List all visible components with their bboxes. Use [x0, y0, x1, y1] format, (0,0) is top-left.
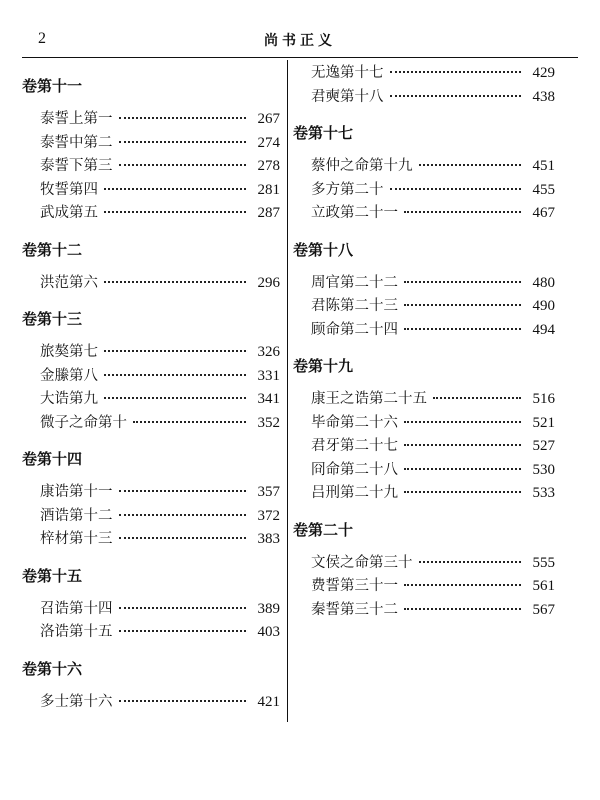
toc-entry[interactable]: [293, 295, 555, 319]
entry-page-number: 383: [257, 531, 280, 547]
entry-title: 康王之诰第二十五: [311, 391, 427, 407]
entry-title: 泰誓中第二: [40, 134, 113, 151]
entry-title: 多方第二十: [311, 181, 384, 198]
entry-page-number: 567: [532, 601, 555, 618]
dot-leader: [119, 700, 247, 702]
header-rule: [22, 57, 578, 58]
dot-leader: [419, 561, 522, 563]
entry-page-number: 490: [532, 298, 555, 314]
entry-title: 君陈第二十三: [311, 298, 398, 314]
dot-leader: [404, 608, 521, 610]
entry-page-number: 326: [257, 344, 280, 360]
toc-entry[interactable]: [22, 412, 280, 436]
toc-entry[interactable]: [22, 179, 280, 203]
toc-entry[interactable]: [293, 412, 555, 436]
entry-title: 康诰第十一: [40, 484, 113, 500]
toc-volume: [22, 74, 280, 226]
entry-page-number: 516: [532, 391, 555, 407]
entry-title: 吕刑第二十九: [311, 485, 398, 501]
toc-volume: [22, 657, 280, 715]
entry-page-number: 561: [532, 578, 555, 594]
dot-leader: [104, 397, 246, 399]
entry-title: 立政第二十一: [311, 205, 398, 221]
page-header: [22, 30, 578, 52]
entry-page-number: 527: [532, 438, 555, 454]
toc-entry[interactable]: [22, 528, 280, 552]
toc-volume: [22, 447, 280, 552]
dot-leader: [119, 514, 247, 516]
dot-leader: [390, 71, 522, 73]
dot-leader: [104, 211, 246, 213]
toc-entry[interactable]: [22, 621, 280, 645]
entry-title: 微子之命第十: [40, 414, 127, 431]
entry-title: 顾命第二十四: [311, 321, 398, 338]
entry-page-number: 389: [257, 600, 280, 617]
entry-title: 秦誓第三十二: [311, 601, 398, 618]
volume-title: 卷第十六: [22, 659, 83, 678]
entry-title: 文侯之命第三十: [311, 554, 413, 571]
toc-entry[interactable]: [293, 272, 555, 296]
volume-title: 卷第十四: [22, 450, 83, 468]
dot-leader: [119, 117, 247, 119]
entry-title: 多士第十六: [40, 693, 113, 710]
entry-title: 冏命第二十八: [311, 461, 398, 478]
dot-leader: [119, 630, 247, 632]
toc-entry[interactable]: [293, 459, 555, 483]
dot-leader: [119, 537, 247, 539]
dot-leader: [104, 374, 246, 376]
volume-title: 卷第十三: [22, 310, 83, 328]
entry-page-number: 274: [257, 134, 280, 151]
toc-volume: [293, 121, 555, 226]
dot-leader: [404, 584, 521, 586]
dot-leader: [404, 468, 521, 470]
running-title: 尚书正义: [264, 33, 336, 49]
toc-entry[interactable]: [293, 179, 555, 203]
toc-entry[interactable]: [22, 365, 280, 389]
entry-title: 蔡仲之命第十九: [311, 158, 413, 174]
entry-page-number: 521: [532, 414, 555, 431]
toc-entry[interactable]: [293, 575, 555, 599]
volume-title: 卷第十一: [22, 77, 83, 95]
toc-entry[interactable]: [293, 202, 555, 226]
entry-page-number: 296: [257, 274, 280, 291]
column-divider: [287, 60, 288, 722]
toc-volume: [293, 354, 555, 506]
entry-page-number: 403: [257, 624, 280, 640]
toc-left-column: [22, 62, 280, 714]
toc-entry[interactable]: [22, 598, 280, 622]
toc-entry[interactable]: [22, 388, 280, 412]
entry-title: 洪范第六: [40, 274, 98, 291]
dot-leader: [104, 350, 246, 352]
entry-title: 大诰第九: [40, 391, 98, 407]
entry-title: 君奭第十八: [311, 88, 384, 105]
toc-entry[interactable]: [22, 505, 280, 529]
dot-leader: [404, 211, 521, 213]
dot-leader: [404, 421, 521, 423]
entry-page-number: 438: [532, 88, 555, 105]
dot-leader: [390, 188, 522, 190]
entry-title: 召诰第十四: [40, 600, 113, 617]
toc-entry[interactable]: [293, 482, 555, 506]
toc-volume: [22, 307, 280, 435]
volume-title: 卷第十八: [293, 240, 354, 259]
entry-title: 洛诰第十五: [40, 624, 113, 640]
page-number: 2: [38, 30, 46, 47]
entry-title: 毕命第二十六: [311, 414, 398, 431]
toc-entry[interactable]: [22, 341, 280, 365]
entry-title: 无逸第十七: [311, 65, 384, 81]
toc-entry[interactable]: [22, 691, 280, 715]
entry-title: 泰誓上第一: [40, 111, 113, 127]
toc-entry[interactable]: [293, 388, 555, 412]
entry-page-number: 429: [532, 65, 555, 81]
toc-entry[interactable]: [22, 155, 280, 179]
dot-leader: [104, 281, 246, 283]
entry-page-number: 555: [532, 554, 555, 571]
toc-entry[interactable]: [22, 132, 280, 156]
entry-page-number: 467: [532, 205, 555, 221]
entry-page-number: 372: [257, 507, 280, 524]
entry-page-number: 421: [257, 693, 280, 710]
entry-page-number: 494: [532, 321, 555, 338]
toc-entry[interactable]: [293, 599, 555, 623]
volume-title: 卷第十五: [22, 566, 83, 585]
dot-leader: [119, 607, 247, 609]
volume-title: 卷第二十: [293, 520, 354, 539]
volume-title: 卷第十七: [293, 124, 354, 142]
dot-leader: [133, 421, 246, 423]
dot-leader: [390, 95, 522, 97]
entry-page-number: 480: [532, 274, 555, 291]
entry-page-number: 357: [257, 484, 280, 500]
toc-entry[interactable]: [293, 552, 555, 576]
entry-title: 君牙第二十七: [311, 438, 398, 454]
toc-volume: [293, 518, 555, 623]
toc-entry[interactable]: [293, 435, 555, 459]
entry-page-number: 352: [257, 414, 280, 431]
dot-leader: [404, 328, 521, 330]
toc-entry[interactable]: [22, 202, 280, 226]
toc-entry[interactable]: [293, 86, 555, 110]
dot-leader: [404, 304, 521, 306]
toc-right-column: [293, 62, 555, 622]
entry-title: 牧誓第四: [40, 181, 98, 198]
entry-page-number: 455: [532, 181, 555, 198]
dot-leader: [433, 397, 521, 399]
toc-volume: [22, 564, 280, 645]
toc-entry[interactable]: [293, 319, 555, 343]
toc-entry[interactable]: [22, 108, 280, 132]
toc-entry[interactable]: [293, 62, 555, 86]
dot-leader: [104, 188, 246, 190]
entry-page-number: 281: [257, 181, 280, 198]
entry-title: 梓材第十三: [40, 531, 113, 547]
dot-leader: [404, 444, 521, 446]
entry-page-number: 451: [532, 158, 555, 174]
toc-entry[interactable]: [22, 272, 280, 296]
volume-title: 卷第十九: [293, 357, 354, 375]
entry-page-number: 267: [257, 111, 280, 127]
entry-title: 泰誓下第三: [40, 158, 113, 174]
toc-volume: [22, 238, 280, 296]
dot-leader: [119, 141, 247, 143]
volume-title: 卷第十二: [22, 240, 83, 259]
toc-entry[interactable]: [293, 155, 555, 179]
dot-leader: [119, 164, 247, 166]
entry-title: 酒诰第十二: [40, 507, 113, 524]
entry-page-number: 331: [257, 367, 280, 384]
entry-title: 武成第五: [40, 205, 98, 221]
entry-page-number: 533: [532, 485, 555, 501]
toc-volume: [293, 62, 555, 109]
entry-title: 旅獒第七: [40, 344, 98, 360]
entry-page-number: 278: [257, 158, 280, 174]
toc-entry[interactable]: [22, 481, 280, 505]
entry-title: 费誓第三十一: [311, 578, 398, 594]
entry-page-number: 341: [257, 391, 280, 407]
entry-title: 金縢第八: [40, 367, 98, 384]
dot-leader: [119, 490, 247, 492]
entry-title: 周官第二十二: [311, 274, 398, 291]
dot-leader: [419, 164, 522, 166]
entry-page-number: 530: [532, 461, 555, 478]
toc-volume: [293, 238, 555, 343]
dot-leader: [404, 281, 521, 283]
entry-page-number: 287: [257, 205, 280, 221]
dot-leader: [404, 491, 521, 493]
